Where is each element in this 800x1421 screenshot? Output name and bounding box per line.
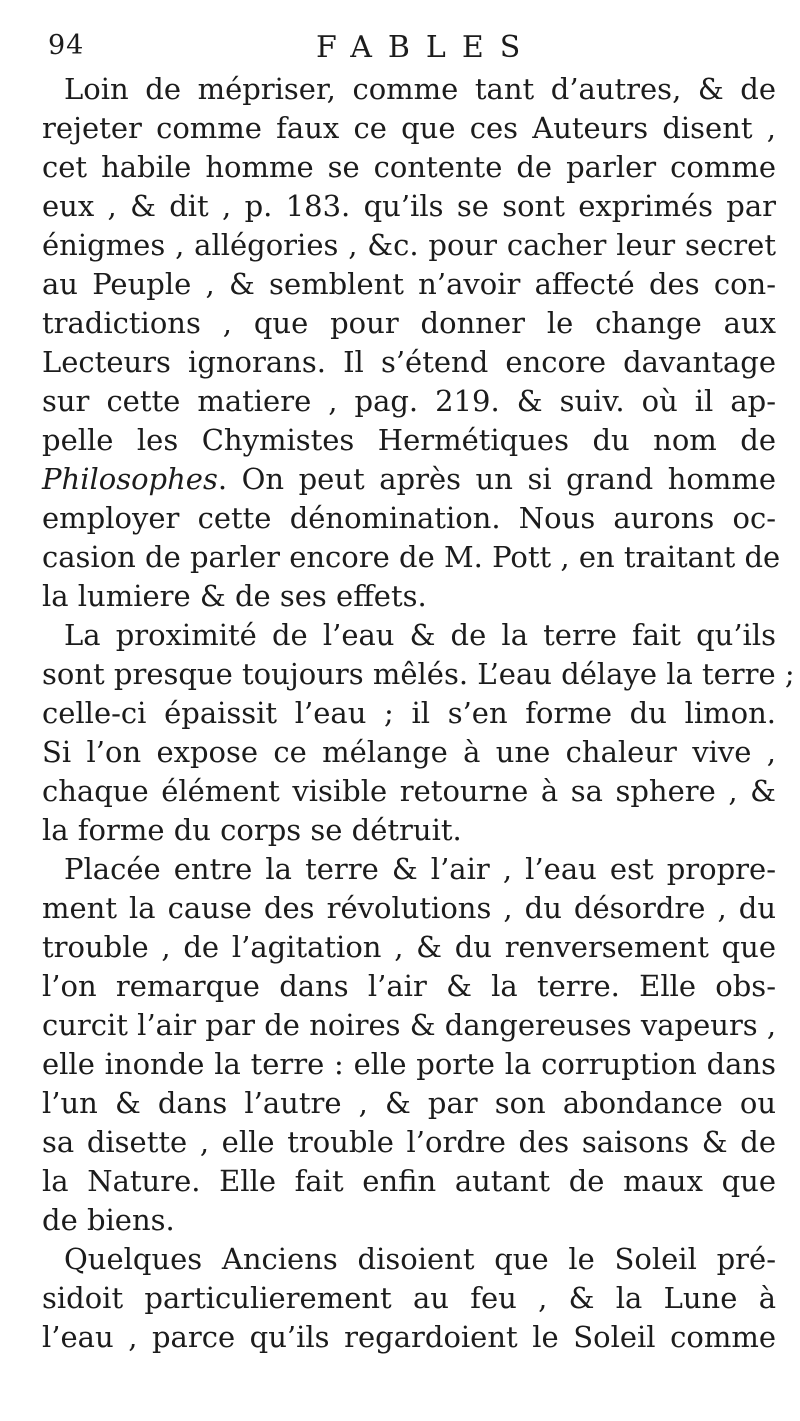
text-line: Lecteurs ignorans. Il s’étend encore davantage [42,345,776,379]
text-line: cet habile homme se contente de parler comme [42,150,776,184]
text-line: Placée entre la terre & l’air , l’eau est propre- [64,852,776,886]
text-line: pelle les Chymistes Hermétiques du nom de [42,423,776,457]
text-line: sont presque toujours mêlés. L’eau délaye la terre ; [42,657,795,691]
text-line-rest: . On peut après un si grand homme [217,462,776,496]
text-line: la lumiere & de ses effets. [42,579,427,613]
text-line: l’on remarque dans l’air & la terre. Elle obs- [42,969,776,1003]
text-line: énigmes , allégories , &c. pour cacher leur secret [42,228,776,262]
text-line [42,460,776,499]
text-line: l’un & dans l’autre , & par son abondance ou [42,1086,776,1120]
text-line: Loin de mépriser, comme tant d’autres, & de [64,72,776,106]
text-line: la forme du corps se détruit. [42,813,462,847]
text-line: l’eau , parce qu’ils regardoient le Soleil comme [42,1320,776,1354]
text-line: eux , & dit , p. 183. qu’ils se sont exprimés par [42,189,776,223]
page-header [48,30,768,70]
text-line: au Peuple , & semblent n’avoir affecté des con- [42,267,776,301]
text-line: employer cette dénomination. Nous aurons oc- [42,501,776,535]
text-line: la Nature. Elle fait enfin autant de maux que [42,1164,776,1198]
text-line: trouble , de l’agitation , & du renversement que [42,930,776,964]
text-line: de biens. [42,1203,175,1237]
text-line: rejeter comme faux ce que ces Auteurs disent , [42,111,776,145]
italic-word: Philosophes [42,462,218,496]
text-line: celle-ci épaissit l’eau ; il s’en forme du limon. [42,696,776,730]
page-number: 94 [48,30,85,61]
text-line: casion de parler encore de M. Pott , en traitant de [42,540,781,574]
text-line: curcit l’air par de noires & dangereuses vapeurs , [42,1008,777,1042]
running-title: FABLES [316,30,537,65]
text-line: Quelques Anciens disoient que le Soleil pré- [64,1242,776,1276]
text-line: La proximité de l’eau & de la terre fait qu’ils [64,618,776,652]
text-line: tradictions , que pour donner le change aux [42,306,776,340]
text-line: sa disette , elle trouble l’ordre des saisons & de [42,1125,776,1159]
text-line: Si l’on expose ce mélange à une chaleur vive , [42,735,776,769]
text-line: elle inonde la terre : elle porte la corruption dans [42,1047,776,1081]
text-line: sidoit particulierement au feu , & la Lune à [42,1281,776,1315]
text-line: ment la cause des révolutions , du désordre , du [42,891,776,925]
text-line: chaque élément visible retourne à sa sphere , & [42,774,776,808]
body-text [42,70,795,1357]
text-line: sur cette matiere , pag. 219. & suiv. où il ap- [42,384,776,418]
